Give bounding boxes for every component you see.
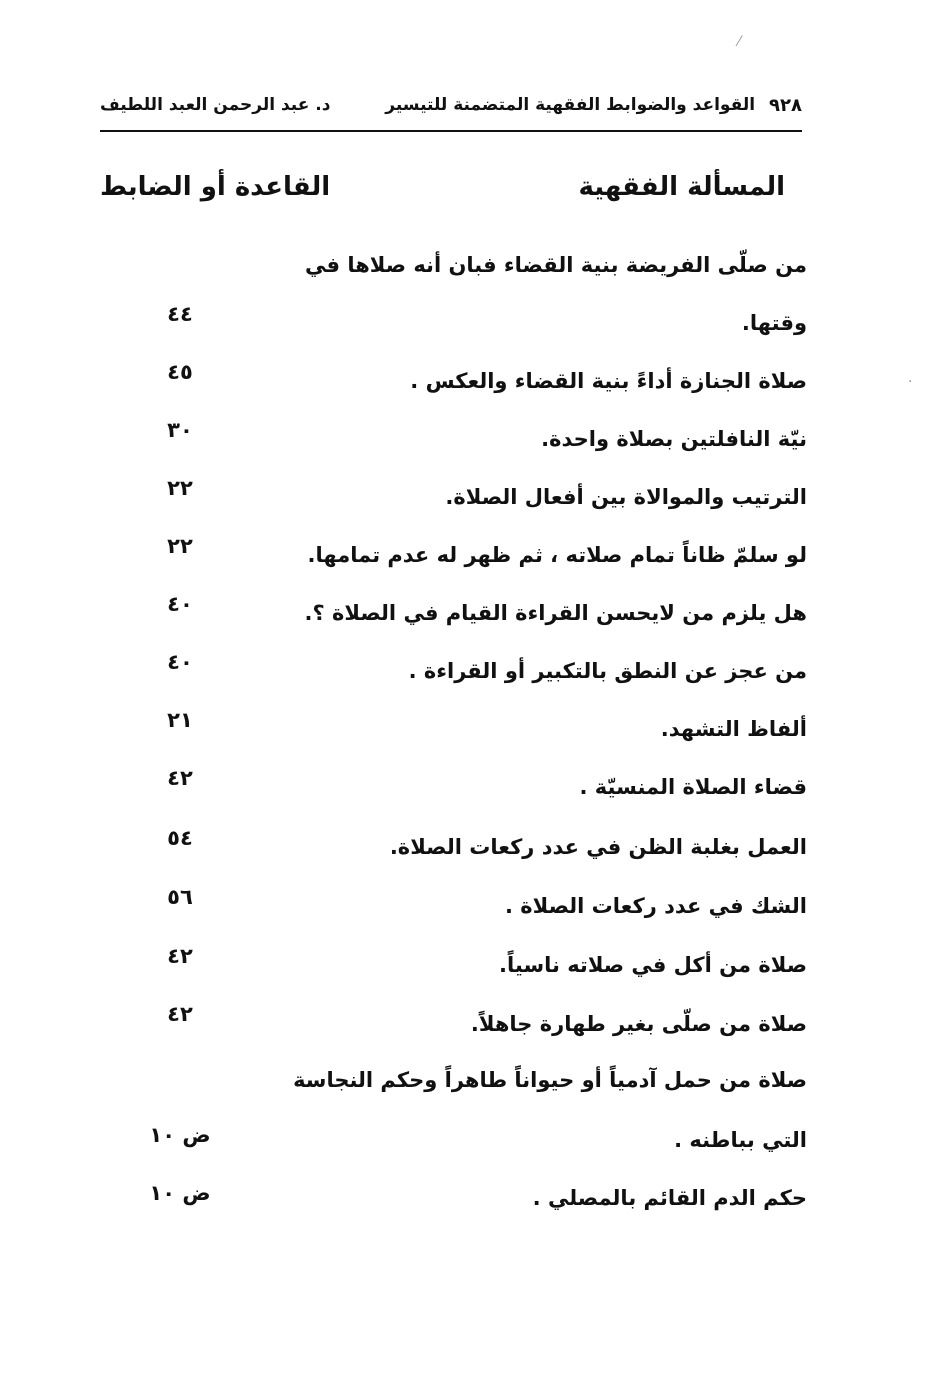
entry-text-line: الشك في عدد ركعات الصلاة .: [504, 894, 807, 918]
running-header: [100, 88, 802, 122]
header-rule: [100, 130, 802, 132]
entry-reference: ٤٤: [167, 302, 193, 326]
entry-text-line: من صلّى الفريضة بنية القضاء فبان أنه صلاها في: [305, 253, 807, 277]
entry-text-line: وقتها.: [741, 311, 807, 335]
entry-reference: ض ١٠: [149, 1123, 211, 1147]
entry-text-line: التي بباطنه .: [674, 1128, 807, 1152]
issue-column-heading: المسألة الفقهية: [578, 172, 785, 202]
entry-text-line: حكم الدم القائم بالمصلي .: [532, 1186, 807, 1210]
author-name: د. عبد الرحمن العبد اللطيف: [100, 95, 331, 115]
entry-text-line: صلاة من صلّى بغير طهارة جاهلاً.: [470, 1012, 807, 1036]
entry-reference: ٣٠: [167, 418, 193, 442]
entry-text-line: صلاة من أكل في صلاته ناسياً.: [499, 953, 807, 977]
entry-reference: ٤٢: [167, 1002, 193, 1026]
rule-column-heading: القاعدة أو الضابط: [100, 172, 331, 202]
entry-reference: ٥٤: [167, 826, 193, 850]
entry-text-line: نيّة النافلتين بصلاة واحدة.: [541, 427, 807, 451]
entry-reference: ض ١٠: [149, 1181, 211, 1205]
entry-reference: ٤٥: [167, 360, 193, 384]
entry-text-line: هل يلزم من لايحسن القراءة القيام في الصلاة ؟.: [304, 601, 807, 625]
pen-mark-decoration: ⁄: [738, 34, 741, 50]
entry-text-line: صلاة من حمل آدمياً أو حيواناً طاهراً وحكم النجاسة: [293, 1068, 807, 1092]
entry-text-line: صلاة الجنازة أداءً بنية القضاء والعكس .: [410, 369, 807, 393]
page-number: ٩٢٨: [769, 94, 802, 116]
entry-reference: ٤٠: [167, 650, 193, 674]
entry-reference: ٤٠: [167, 592, 193, 616]
entry-text-line: الترتيب والموالاة بين أفعال الصلاة.: [445, 485, 807, 509]
entry-text-line: قضاء الصلاة المنسيّة .: [579, 775, 807, 799]
entry-text-line: من عجز عن النطق بالتكبير أو القراءة .: [408, 659, 807, 683]
entry-reference: ٤٢: [167, 766, 193, 790]
book-title: القواعد والضوابط الفقهية المتضمنة للتيسير: [385, 95, 756, 115]
entry-reference: ٢١: [167, 708, 193, 732]
scan-dot-decoration: ·: [908, 374, 913, 390]
entry-text-line: لو سلمّ ظاناً تمام صلاته ، ثم ظهر له عدم تمامها.: [307, 543, 807, 567]
entry-text-line: ألفاظ التشهد.: [660, 717, 807, 741]
entry-reference: ٥٦: [167, 885, 193, 909]
entry-reference: ٤٢: [167, 944, 193, 968]
entry-text-line: العمل بغلبة الظن في عدد ركعات الصلاة.: [389, 835, 807, 859]
entry-reference: ٢٢: [167, 534, 193, 558]
entry-reference: ٢٢: [167, 476, 193, 500]
